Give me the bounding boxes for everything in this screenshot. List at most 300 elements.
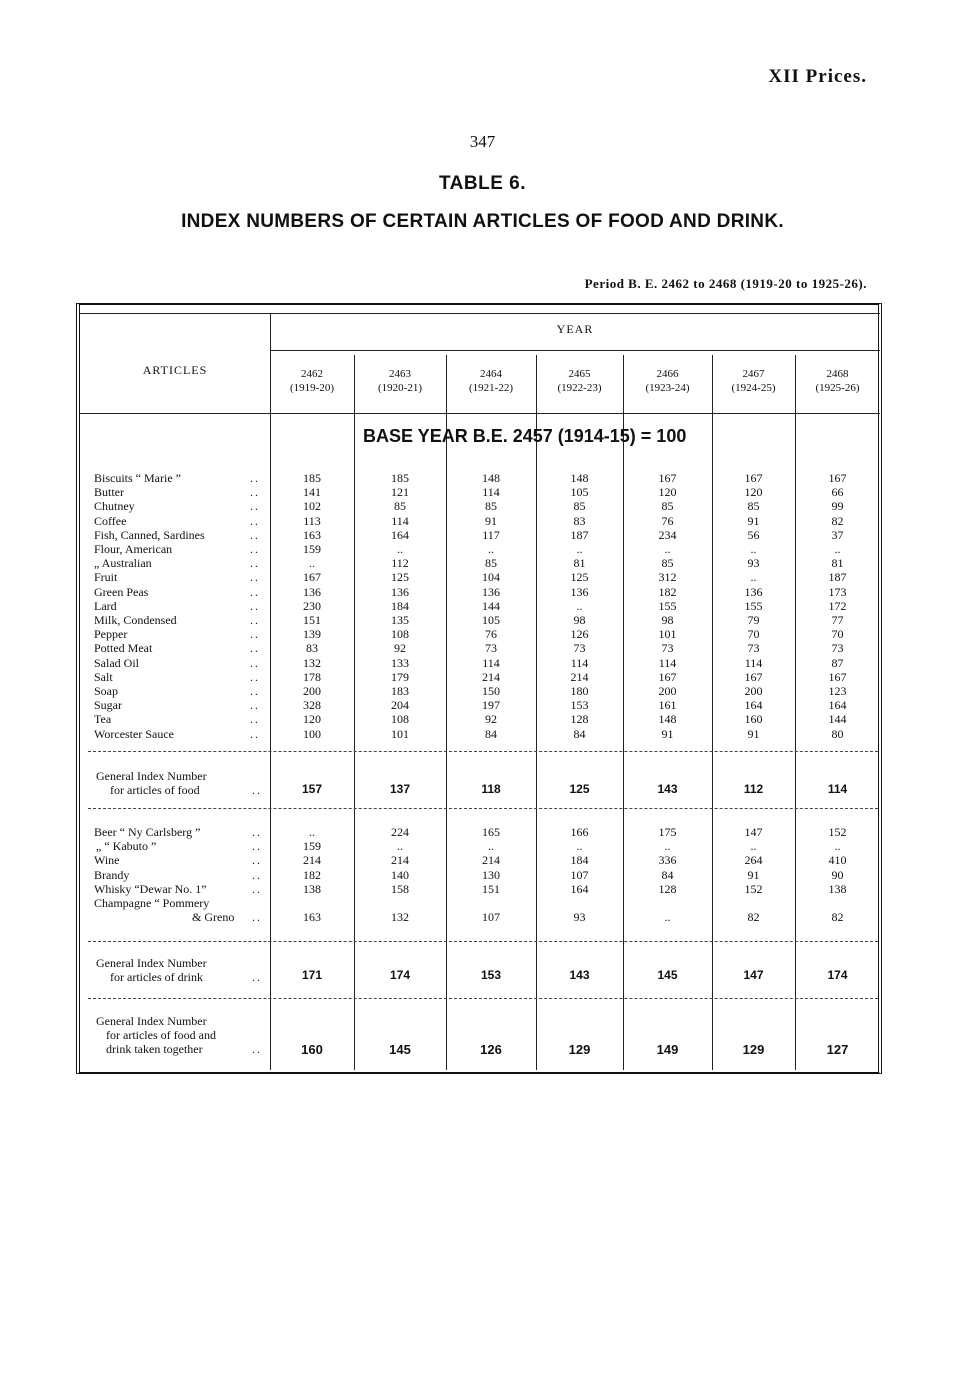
table-cell: 312 xyxy=(658,570,677,585)
drink-section-rule xyxy=(88,941,878,942)
table-cell: 152 xyxy=(744,881,763,896)
food-index-value: 118 xyxy=(481,782,501,796)
table-cell: 107 xyxy=(570,867,589,882)
table-cell: 82 xyxy=(831,513,844,528)
table-cell: 178 xyxy=(303,669,321,684)
table-cell: 73 xyxy=(485,641,497,656)
year-ce: (1925-26) xyxy=(815,382,860,394)
year-col-2467 xyxy=(712,367,795,395)
table-cell: 184 xyxy=(570,853,589,868)
year-ce: (1923-24) xyxy=(645,382,690,394)
table-cell: 85 xyxy=(747,499,760,514)
article-name: „ “ Kabuto ” xyxy=(96,839,157,854)
year-ce: (1919-20) xyxy=(290,382,334,394)
table-cell: 165 xyxy=(482,825,500,839)
leader-dots: .. xyxy=(250,712,260,727)
table-cell: 164 xyxy=(570,881,589,896)
leader-dots: .. xyxy=(252,881,262,896)
table-cell: 139 xyxy=(303,627,321,642)
table-cell: 114 xyxy=(391,513,409,528)
table-cell: 125 xyxy=(391,570,409,585)
table-cell: 108 xyxy=(391,627,409,642)
table-cell: 167 xyxy=(828,471,847,485)
table-cell: 136 xyxy=(391,584,409,599)
table-cell: 98 xyxy=(573,613,586,628)
table-cell: 92 xyxy=(485,712,497,727)
table-cell: 76 xyxy=(485,627,497,642)
table-cell xyxy=(536,896,623,910)
table-cell: 85 xyxy=(573,499,586,514)
table-cell: 214 xyxy=(391,853,409,868)
food-value-column xyxy=(354,471,446,741)
table-cell: 91 xyxy=(747,513,760,528)
table-cell: .. xyxy=(488,839,494,854)
table-cell: 90 xyxy=(831,867,844,882)
food-article-list xyxy=(94,471,244,741)
table-cell: 87 xyxy=(831,655,844,670)
table-cell: 125 xyxy=(570,570,589,585)
table-cell: 148 xyxy=(570,471,589,485)
leader-dots: .. xyxy=(252,970,262,984)
article-name: Brandy xyxy=(94,867,130,882)
table-cell: 114 xyxy=(658,655,677,670)
table-cell: .. xyxy=(576,542,583,557)
table-cell: 135 xyxy=(391,613,409,628)
base-year-banner: BASE YEAR B.E. 2457 (1914-15) = 100 xyxy=(363,426,687,446)
drink-index-value: 143 xyxy=(569,968,590,982)
article-name: Potted Meat xyxy=(94,641,153,656)
table-cell: .. xyxy=(397,542,403,557)
combined-index-value: 145 xyxy=(389,1042,411,1057)
table-cell: 100 xyxy=(303,726,321,741)
table-cell: 163 xyxy=(303,910,321,925)
food-index-value: 112 xyxy=(743,782,764,796)
header-bottom-rule xyxy=(80,413,880,414)
food-value-column xyxy=(270,471,354,741)
table-cell: 151 xyxy=(303,613,321,628)
table-cell: 182 xyxy=(303,867,321,882)
drink-index-value: 153 xyxy=(480,968,502,982)
table-cell: 56 xyxy=(747,527,760,542)
table-cell: 152 xyxy=(828,825,847,839)
table-cell: 73 xyxy=(573,641,586,656)
table-cell: 114 xyxy=(482,655,500,670)
article-name: Fruit xyxy=(94,570,118,585)
leader-dots: .. xyxy=(252,853,262,868)
article-name: „ Australian xyxy=(94,556,152,571)
table-cell: 121 xyxy=(391,485,409,500)
table-cell: 93 xyxy=(573,910,586,925)
drink-index-value: 174 xyxy=(389,968,411,982)
table-cell: 91 xyxy=(747,726,760,741)
table-cell: 158 xyxy=(391,881,409,896)
food-value-column xyxy=(536,471,623,741)
table-cell: 113 xyxy=(303,513,321,528)
table-cell: 112 xyxy=(391,556,409,571)
table-cell: 101 xyxy=(391,726,409,741)
article-name: Coffee xyxy=(94,513,127,528)
leader-dots: .. xyxy=(252,839,262,854)
table-cell: 328 xyxy=(303,698,321,713)
table-cell: 114 xyxy=(482,485,500,500)
table-cell: 128 xyxy=(570,712,589,727)
food-index-value: 157 xyxy=(301,782,323,796)
table-cell: 167 xyxy=(744,471,763,485)
article-name: Fish, Canned, Sardines xyxy=(94,527,205,542)
table-cell: .. xyxy=(576,598,583,613)
table-cell: .. xyxy=(664,910,671,925)
table-cell: 83 xyxy=(306,641,318,656)
table-cell: 234 xyxy=(658,527,677,542)
table-cell: 200 xyxy=(303,684,321,699)
leader-dots: .. xyxy=(252,867,262,882)
leader-dots: .. xyxy=(252,783,262,797)
table-cell: 136 xyxy=(482,584,500,599)
food-index-label: for articles of food xyxy=(110,783,200,797)
food-section-rule xyxy=(88,751,878,752)
table-cell: 264 xyxy=(744,853,763,868)
table-cell: 167 xyxy=(658,669,677,684)
leader-dots: .. xyxy=(250,584,260,599)
year-header: YEAR xyxy=(556,322,594,336)
table-cell: 91 xyxy=(485,513,497,528)
table-cell: 73 xyxy=(747,641,760,656)
table-cell: 84 xyxy=(661,867,674,882)
drink-value-column xyxy=(446,825,536,924)
drink-index-value: 147 xyxy=(743,968,764,982)
table-cell: .. xyxy=(309,556,315,571)
leader-dots: .. xyxy=(250,613,260,628)
article-name: Flour, American xyxy=(94,542,173,557)
food-index-value: 125 xyxy=(569,782,590,796)
table-cell: 410 xyxy=(828,853,847,868)
table-cell: 107 xyxy=(482,910,500,925)
food-value-column xyxy=(623,471,712,741)
food-index-label: General Index Number xyxy=(96,769,207,783)
article-name: Sugar xyxy=(94,698,122,713)
article-name: Whisky “Dewar No. 1” xyxy=(94,881,207,896)
combined-index-label: General Index Number xyxy=(96,1014,207,1028)
table-cell: 150 xyxy=(482,684,500,699)
drink-index-value: 145 xyxy=(657,968,678,982)
table-cell: 167 xyxy=(828,669,847,684)
combined-index-value: 149 xyxy=(656,1042,679,1057)
table-cell: 120 xyxy=(744,485,763,500)
table-cell: .. xyxy=(750,542,757,557)
drink-index-value: 171 xyxy=(301,968,323,982)
article-name: Salad Oil xyxy=(94,655,139,670)
combined-index-value: 127 xyxy=(826,1042,849,1057)
year-col-2463 xyxy=(354,367,446,395)
year-ce: (1920-21) xyxy=(378,382,422,394)
table-cell: 98 xyxy=(661,613,674,628)
running-head: XII Prices. xyxy=(768,66,867,87)
drink-index-value: 174 xyxy=(827,968,848,982)
drink-value-column xyxy=(536,825,623,924)
article-name: Green Peas xyxy=(94,584,149,599)
drink-value-column xyxy=(623,825,712,924)
table-cell: 164 xyxy=(391,527,409,542)
table-cell: 173 xyxy=(828,584,847,599)
combined-index-value: 160 xyxy=(301,1042,323,1057)
table-cell: 136 xyxy=(744,584,763,599)
year-col-2466 xyxy=(623,367,712,395)
article-name: Lard xyxy=(94,598,117,613)
table-cell xyxy=(795,896,880,910)
leader-dots: .. xyxy=(250,669,260,684)
leader-dots xyxy=(252,896,272,910)
table-cell: 230 xyxy=(303,598,321,613)
table-cell: 85 xyxy=(394,499,406,514)
table-cell: 84 xyxy=(573,726,586,741)
table-cell: 66 xyxy=(831,485,844,500)
table-cell: 102 xyxy=(303,499,321,514)
table-cell: 200 xyxy=(744,684,763,699)
leader-dots: .. xyxy=(250,726,260,741)
table-cell: 185 xyxy=(391,471,409,485)
table-cell: 126 xyxy=(570,627,589,642)
header-top-rule xyxy=(80,313,880,314)
table-cell: 144 xyxy=(482,598,500,613)
table-cell: 141 xyxy=(303,485,321,500)
table-cell xyxy=(446,896,536,910)
food-leader-dots xyxy=(250,471,270,741)
table-cell: 167 xyxy=(658,471,677,485)
table-cell: 138 xyxy=(303,881,321,896)
table-cell: 153 xyxy=(570,698,589,713)
food-index-value: 143 xyxy=(657,782,678,796)
drink-index-label: for articles of drink xyxy=(110,970,203,984)
article-name: Milk, Condensed xyxy=(94,613,177,628)
table-cell: 187 xyxy=(570,527,589,542)
table-cell: 91 xyxy=(747,867,760,882)
table-cell: 224 xyxy=(391,825,409,839)
article-name: Champagne “ Pommery xyxy=(94,896,210,911)
table-cell: 73 xyxy=(831,641,844,656)
table-cell: 200 xyxy=(658,684,677,699)
drink-value-column xyxy=(712,825,795,924)
table-cell: 182 xyxy=(658,584,677,599)
table-cell: 133 xyxy=(391,655,409,670)
combined-index-label: for articles of food and xyxy=(106,1028,216,1042)
table-cell: 99 xyxy=(831,499,844,514)
table-cell: .. xyxy=(664,542,671,557)
table-cell: 336 xyxy=(658,853,677,868)
article-name: Biscuits “ Marie ” xyxy=(94,471,181,485)
index-table xyxy=(76,303,882,1074)
table-cell xyxy=(270,896,354,910)
table-cell: 79 xyxy=(747,613,760,628)
table-cell: 179 xyxy=(391,669,409,684)
food-index-value: 114 xyxy=(827,782,848,796)
table-cell: 85 xyxy=(661,556,674,571)
table-cell: 148 xyxy=(658,712,677,727)
leader-dots: .. xyxy=(250,485,260,500)
article-name: Wine xyxy=(94,853,120,868)
table-cell: 197 xyxy=(482,698,500,713)
table-cell: 151 xyxy=(482,881,500,896)
table-cell: 81 xyxy=(573,556,586,571)
leader-dots: .. xyxy=(250,527,260,542)
table-cell: 114 xyxy=(570,655,589,670)
food-value-column xyxy=(795,471,880,741)
table-cell: 140 xyxy=(391,867,409,882)
table-cell: .. xyxy=(488,542,494,557)
leader-dots: .. xyxy=(250,684,260,699)
year-be: 2463 xyxy=(389,368,411,380)
table-cell: .. xyxy=(834,542,841,557)
table-cell: 70 xyxy=(747,627,760,642)
article-name: Salt xyxy=(94,669,113,684)
page-number: 347 xyxy=(469,132,496,151)
table-cell: .. xyxy=(309,825,315,839)
articles-header: ARTICLES xyxy=(142,363,208,377)
article-name: Beer “ Ny Carlsberg ” xyxy=(94,825,201,839)
table-cell: 76 xyxy=(661,513,674,528)
table-cell: 93 xyxy=(747,556,760,571)
food-value-column xyxy=(712,471,795,741)
table-cell: 155 xyxy=(658,598,677,613)
drink-value-column xyxy=(354,825,446,924)
table-cell: 166 xyxy=(570,825,589,839)
table-cell: 185 xyxy=(303,471,321,485)
food-index-value: 137 xyxy=(389,782,411,796)
table-cell: 183 xyxy=(391,684,409,699)
table-cell: 80 xyxy=(831,726,844,741)
table-cell: 204 xyxy=(391,698,409,713)
table-cell: 117 xyxy=(482,527,500,542)
table-cell: 163 xyxy=(303,527,321,542)
main-title: INDEX NUMBERS OF CERTAIN ARTICLES OF FOOD AND DRINK. xyxy=(181,211,784,232)
table-cell: 159 xyxy=(303,839,321,854)
period-caption: Period B. E. 2462 to 2468 (1919-20 to 1925-26). xyxy=(584,276,867,291)
table-cell: 85 xyxy=(485,499,497,514)
table-title: TABLE 6. xyxy=(438,173,527,194)
leader-dots: .. xyxy=(250,655,260,670)
table-cell: 82 xyxy=(747,910,760,925)
table-cell: .. xyxy=(397,839,403,854)
table-cell: 104 xyxy=(482,570,500,585)
article-name: & Greno xyxy=(192,910,235,925)
article-name: Butter xyxy=(94,485,124,500)
table-cell: 167 xyxy=(744,669,763,684)
year-ce: (1922-23) xyxy=(557,382,602,394)
table-cell: .. xyxy=(750,570,757,585)
drink-index-rule xyxy=(88,998,878,999)
drink-leader-dots xyxy=(252,825,272,924)
year-ce: (1924-25) xyxy=(731,382,776,394)
leader-dots: .. xyxy=(250,499,260,514)
leader-dots: .. xyxy=(252,1042,262,1056)
leader-dots: .. xyxy=(252,825,262,839)
article-name: Chutney xyxy=(94,499,135,514)
table-cell: 144 xyxy=(828,712,847,727)
drink-index-label: General Index Number xyxy=(96,956,207,970)
leader-dots: .. xyxy=(250,513,260,528)
table-cell: 123 xyxy=(828,684,847,699)
table-cell xyxy=(712,896,795,910)
table-cell: 161 xyxy=(658,698,677,713)
table-cell: 175 xyxy=(658,825,677,839)
table-cell: 85 xyxy=(661,499,674,514)
table-cell: 164 xyxy=(828,698,847,713)
year-col-2468 xyxy=(795,367,880,395)
year-be: 2468 xyxy=(826,368,849,380)
leader-dots: .. xyxy=(250,570,260,585)
year-col-2464 xyxy=(446,367,536,395)
year-be: 2464 xyxy=(480,368,502,380)
table-cell: 37 xyxy=(831,527,844,542)
leader-dots: .. xyxy=(250,471,260,485)
table-cell: 108 xyxy=(391,712,409,727)
table-cell: 101 xyxy=(658,627,677,642)
year-be: 2462 xyxy=(301,368,323,380)
table-cell: 82 xyxy=(831,910,844,925)
leader-dots: .. xyxy=(250,556,260,571)
year-span-rule xyxy=(270,350,880,351)
table-cell: 77 xyxy=(831,613,844,628)
table-cell: 214 xyxy=(482,669,500,684)
article-name: Soap xyxy=(94,684,118,699)
table-cell: 130 xyxy=(482,867,500,882)
table-cell xyxy=(354,896,446,910)
year-be: 2466 xyxy=(656,368,679,380)
table-cell: 180 xyxy=(570,684,589,699)
table-cell: 70 xyxy=(831,627,844,642)
leader-dots: .. xyxy=(250,542,260,557)
table-cell: 167 xyxy=(303,570,321,585)
table-cell: 160 xyxy=(744,712,763,727)
table-cell: 120 xyxy=(303,712,321,727)
table-cell: 187 xyxy=(828,570,847,585)
year-col-2465 xyxy=(536,367,623,395)
table-cell: 92 xyxy=(394,641,406,656)
table-cell: 148 xyxy=(482,471,500,485)
table-cell xyxy=(623,896,712,910)
table-cell: 155 xyxy=(744,598,763,613)
table-cell: 172 xyxy=(828,598,847,613)
leader-dots: .. xyxy=(250,698,260,713)
table-cell: 128 xyxy=(658,881,677,896)
table-cell: 214 xyxy=(303,853,321,868)
year-col-2462 xyxy=(270,367,354,395)
table-cell: 81 xyxy=(831,556,844,571)
leader-dots: .. xyxy=(250,627,260,642)
table-cell: 91 xyxy=(661,726,674,741)
food-index-rule xyxy=(88,808,878,809)
combined-index-value: 129 xyxy=(742,1042,765,1057)
year-ce: (1921-22) xyxy=(469,382,513,394)
table-cell: 147 xyxy=(744,825,763,839)
table-cell: 159 xyxy=(303,542,321,557)
table-cell: 114 xyxy=(744,655,763,670)
table-cell: .. xyxy=(750,839,757,854)
drink-value-column xyxy=(270,825,354,924)
year-be: 2467 xyxy=(742,368,765,380)
combined-index-value: 126 xyxy=(480,1042,502,1057)
table-cell: 136 xyxy=(570,584,589,599)
article-name: Tea xyxy=(94,712,112,727)
year-be: 2465 xyxy=(568,368,591,380)
table-cell: 120 xyxy=(658,485,677,500)
article-name: Worcester Sauce xyxy=(94,726,174,741)
table-cell: 132 xyxy=(391,910,409,925)
table-cell: 105 xyxy=(482,613,500,628)
combined-index-label: drink taken together xyxy=(106,1042,203,1056)
table-cell: 84 xyxy=(485,726,497,741)
table-cell: 85 xyxy=(485,556,497,571)
drink-value-column xyxy=(795,825,880,924)
